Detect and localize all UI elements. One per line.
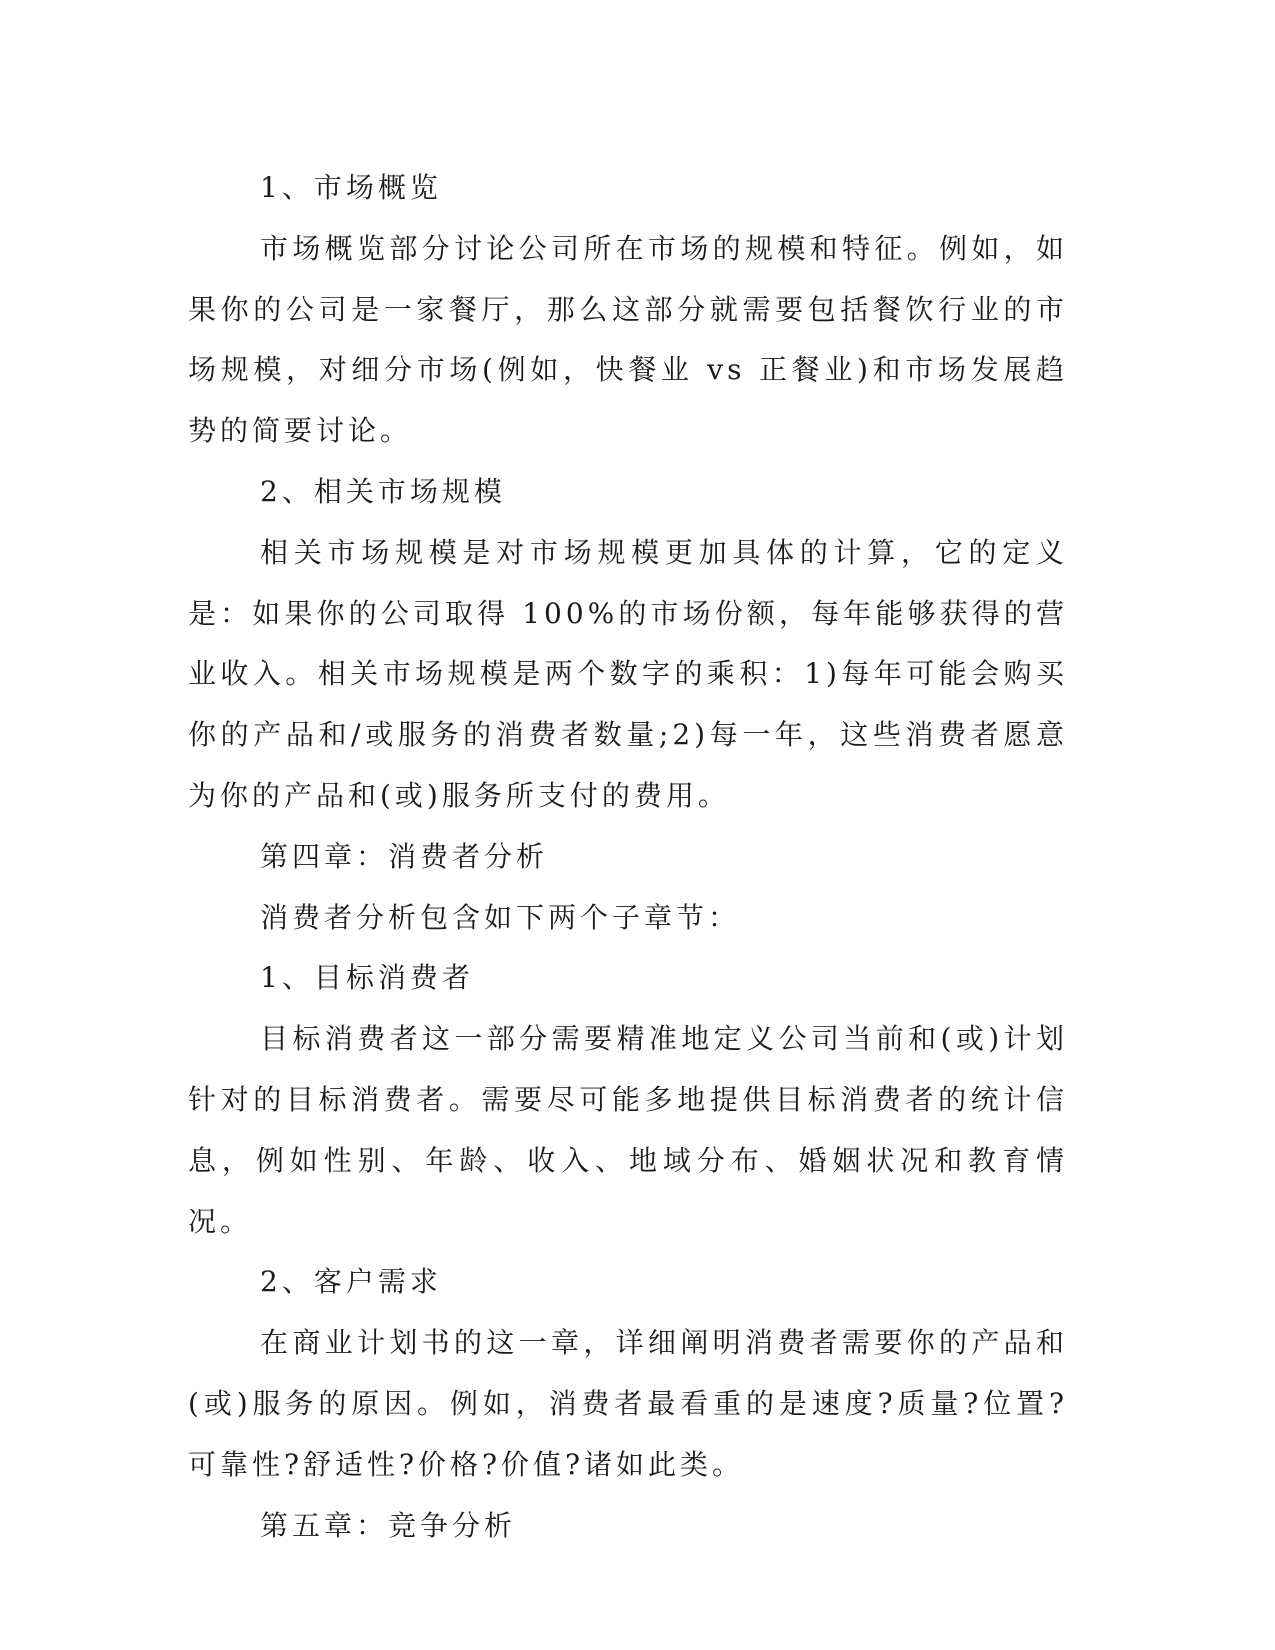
paragraph-target-consumers: 目标消费者这一部分需要精准地定义公司当前和(或)计划针对的目标消费者。需要尽可能多地提供目标消费者的统计信息，例如性别、年龄、收入、地域分布、婚姻状况和教育情况。 — [188, 1022, 1068, 1238]
chapter-heading-competitive-analysis: 第五章：竞争分析 — [260, 1508, 517, 1542]
section-heading-market-overview: 1、市场概览 — [260, 171, 442, 204]
section-heading-relevant-market-size: 2、相关市场规模 — [260, 474, 506, 508]
section-heading-target-consumers: 1、目标消费者 — [260, 961, 474, 995]
paragraph-market-overview: 市场概览部分讨论公司所在市场的规模和特征。例如，如果你的公司是一家餐厅，那么这部分就需要包括餐饮行业的市场规模，对细分市场(例如，快餐业 vs 正餐业)和市场发展趋势的简要讨论。 — [188, 231, 1068, 448]
document-body — [188, 158, 1068, 1556]
paragraph-relevant-market-size: 相关市场规模是对市场规模更加具体的计算，它的定义是：如果你的公司取得 100%的市场份额，每年能够获得的营业收入。相关市场规模是两个数字的乘积：1)每年可能会购买你的产品和/或服务的消费者数量;2)每一年，这些消费者愿意为你的产品和(或)服务所支付的费用。 — [188, 535, 1068, 812]
chapter-heading-consumer-analysis: 第四章：消费者分析 — [260, 839, 549, 873]
paragraph-customer-needs: 在商业计划书的这一章，详细阐明消费者需要你的产品和(或)服务的原因。例如，消费者最看重的是速度?质量?位置?可靠性?舒适性?价格?价值?诸如此类。 — [188, 1326, 1068, 1481]
paragraph-consumer-analysis-intro: 消费者分析包含如下两个子章节： — [260, 900, 741, 934]
section-heading-customer-needs: 2、客户需求 — [260, 1265, 442, 1299]
